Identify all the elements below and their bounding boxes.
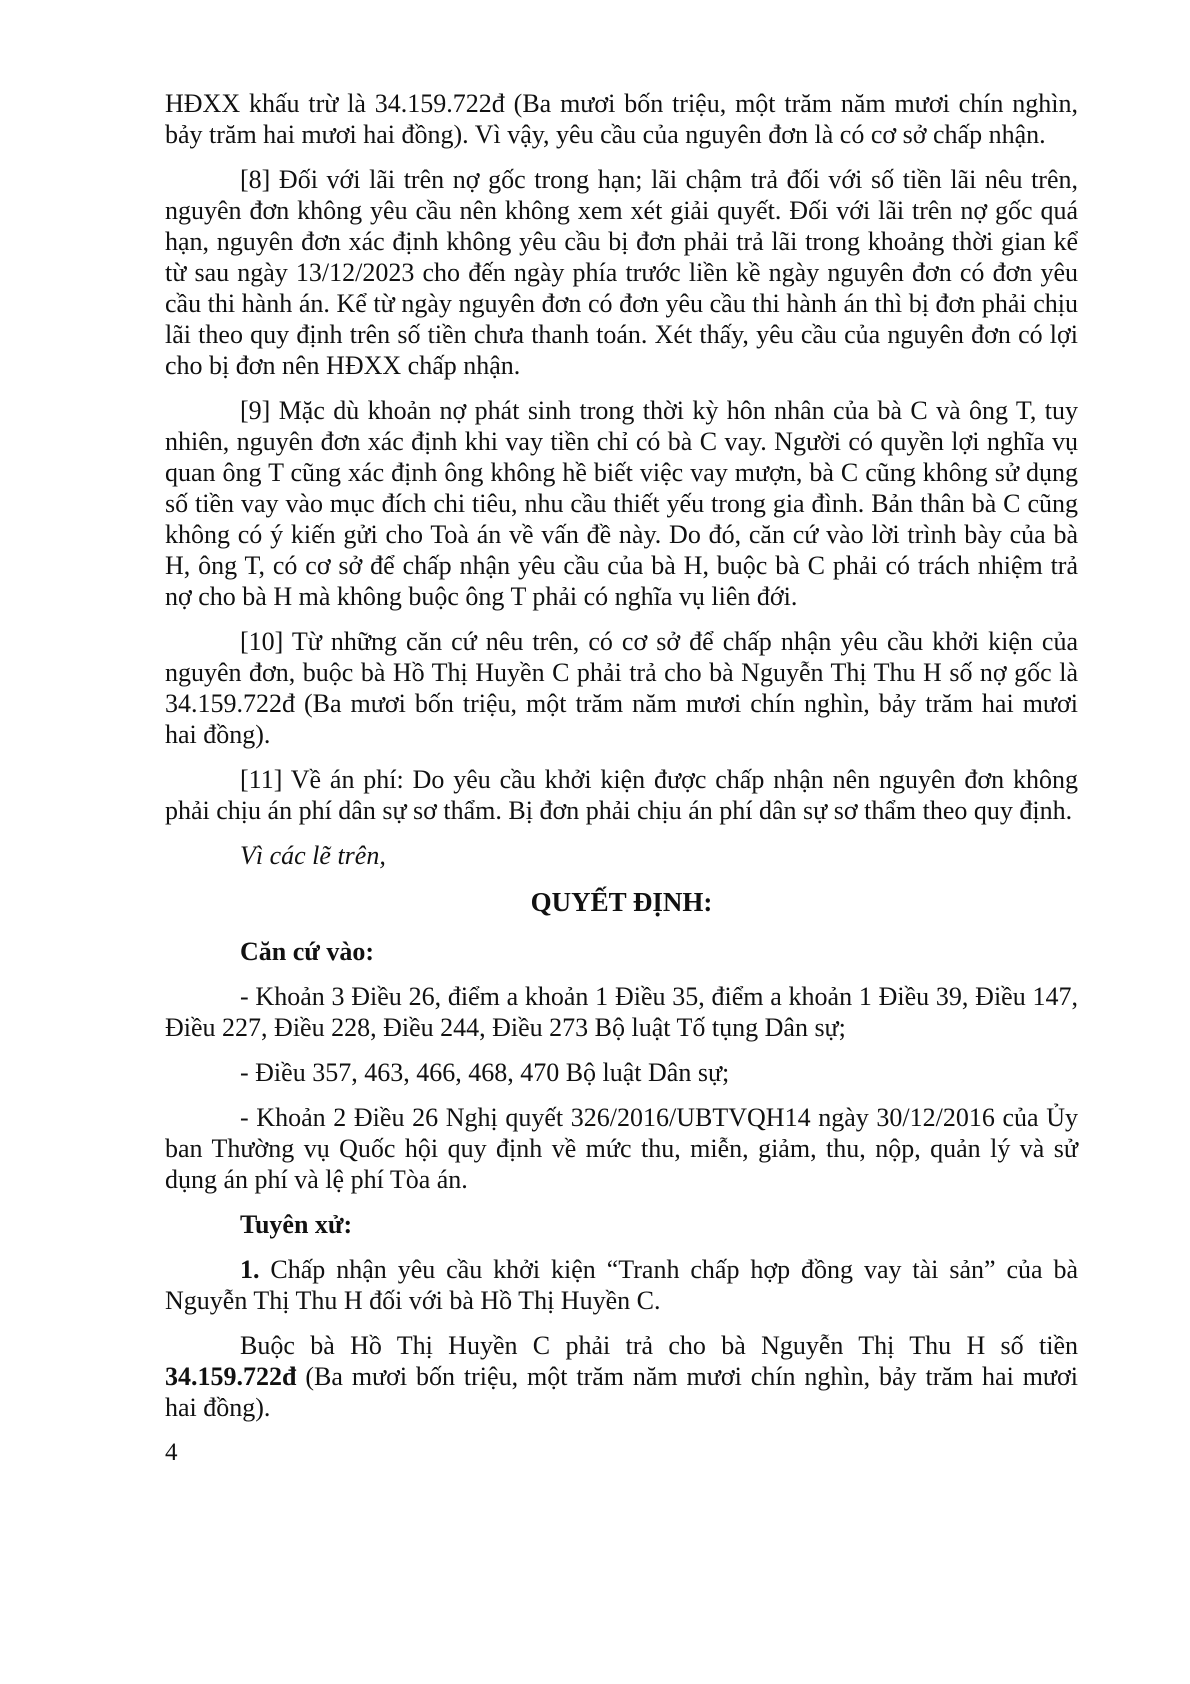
basis-label: Căn cứ vào: xyxy=(240,937,375,966)
closing-phrase: Vì các lẽ trên, xyxy=(240,841,386,870)
obligation-text-before: Buộc bà Hồ Thị Huyền C phải trả cho bà Nguyễn Thị Thu H số tiền xyxy=(240,1331,1078,1360)
basis-item-3: - Khoản 2 Điều 26 Nghị quyết 326/2016/UBTVQH14 ngày 30/12/2016 của Ủy ban Thường vụ Quốc hội quy định về mức thu, miễn, giảm, thu, nộp, quản lý và sử dụng án phí và lệ phí Tòa án. xyxy=(165,1103,1078,1194)
paragraph-11: [11] Về án phí: Do yêu cầu khởi kiện được chấp nhận nên nguyên đơn không phải chịu án phí dân sự sơ thẩm. Bị đơn phải chịu án phí dân sự sơ thẩm theo quy định. xyxy=(165,765,1078,825)
obligation-paragraph xyxy=(165,1330,1078,1423)
verdict-item-1-text: Chấp nhận yêu cầu khởi kiện “Tranh chấp hợp đồng vay tài sản” của bà Nguyễn Thị Thu H đối với bà Hồ Thị Huyền C. xyxy=(165,1255,1078,1315)
decision-heading: QUYẾT ĐỊNH: xyxy=(530,887,713,917)
paragraph-8: [8] Đối với lãi trên nợ gốc trong hạn; lãi chậm trả đối với số tiền lãi nêu trên, nguyên đơn không yêu cầu nên không xem xét giải quyết. Đối với lãi trên nợ gốc quá hạn, nguyên đơn xác định không yêu cầu bị đơn phải trả lãi trong khoảng thời gian kể từ sau ngày 13/12/2023 cho đến ngày phía trước liền kề ngày nguyên đơn có đơn yêu cầu thi hành án. Kể từ ngày nguyên đơn có đơn yêu cầu thi hành án thì bị đơn phải chịu lãi theo quy định trên số tiền chưa thanh toán. Xét thấy, yêu cầu của nguyên đơn có lợi cho bị đơn nên HĐXX chấp nhận. xyxy=(165,165,1078,380)
basis-item-2: - Điều 357, 463, 466, 468, 470 Bộ luật Dân sự; xyxy=(240,1058,730,1087)
obligation-amount: 34.159.722đ xyxy=(165,1362,297,1391)
verdict-item-1-number: 1. xyxy=(240,1255,260,1284)
page-number: 4 xyxy=(165,1439,178,1466)
paragraph-9: [9] Mặc dù khoản nợ phát sinh trong thời kỳ hôn nhân của bà C và ông T, tuy nhiên, nguyên đơn xác định khi vay tiền chỉ có bà C vay. Người có quyền lợi nghĩa vụ quan ông T cũng xác định ông không hề biết việc vay mượn, bà C cũng không sử dụng số tiền vay vào mục đích chi tiêu, nhu cầu thiết yếu trong gia đình. Bản thân bà C cũng không có ý kiến gửi cho Toà án về vấn đề này. Do đó, căn cứ vào lời trình bày của bà H, ông T, có cơ sở để chấp nhận yêu cầu của bà H, buộc bà C phải có trách nhiệm trả nợ cho bà H mà không buộc ông T phải có nghĩa vụ liên đới. xyxy=(165,396,1078,611)
obligation-text-after: (Ba mươi bốn triệu, một trăm năm mươi chín nghìn, bảy trăm hai mươi hai đồng). xyxy=(165,1362,1078,1422)
verdict-item-1 xyxy=(165,1254,1078,1316)
paragraph-10: [10] Từ những căn cứ nêu trên, có cơ sở để chấp nhận yêu cầu khởi kiện của nguyên đơn, buộc bà Hồ Thị Huyền C phải trả cho bà Nguyễn Thị Thu H số nợ gốc là 34.159.722đ (Ba mươi bốn triệu, một trăm năm mươi chín nghìn, bảy trăm hai mươi hai đồng). xyxy=(165,627,1078,749)
basis-item-1: - Khoản 3 Điều 26, điểm a khoản 1 Điều 35, điểm a khoản 1 Điều 39, Điều 147, Điều 227, Điều 228, Điều 244, Điều 273 Bộ luật Tố tụng Dân sự; xyxy=(165,982,1078,1042)
paragraph-continuation: HĐXX khấu trừ là 34.159.722đ (Ba mươi bốn triệu, một trăm năm mươi chín nghìn, bảy trăm hai mươi hai đồng). Vì vậy, yêu cầu của nguyên đơn là có cơ sở chấp nhận. xyxy=(165,89,1078,149)
verdict-label: Tuyên xử: xyxy=(240,1210,353,1239)
